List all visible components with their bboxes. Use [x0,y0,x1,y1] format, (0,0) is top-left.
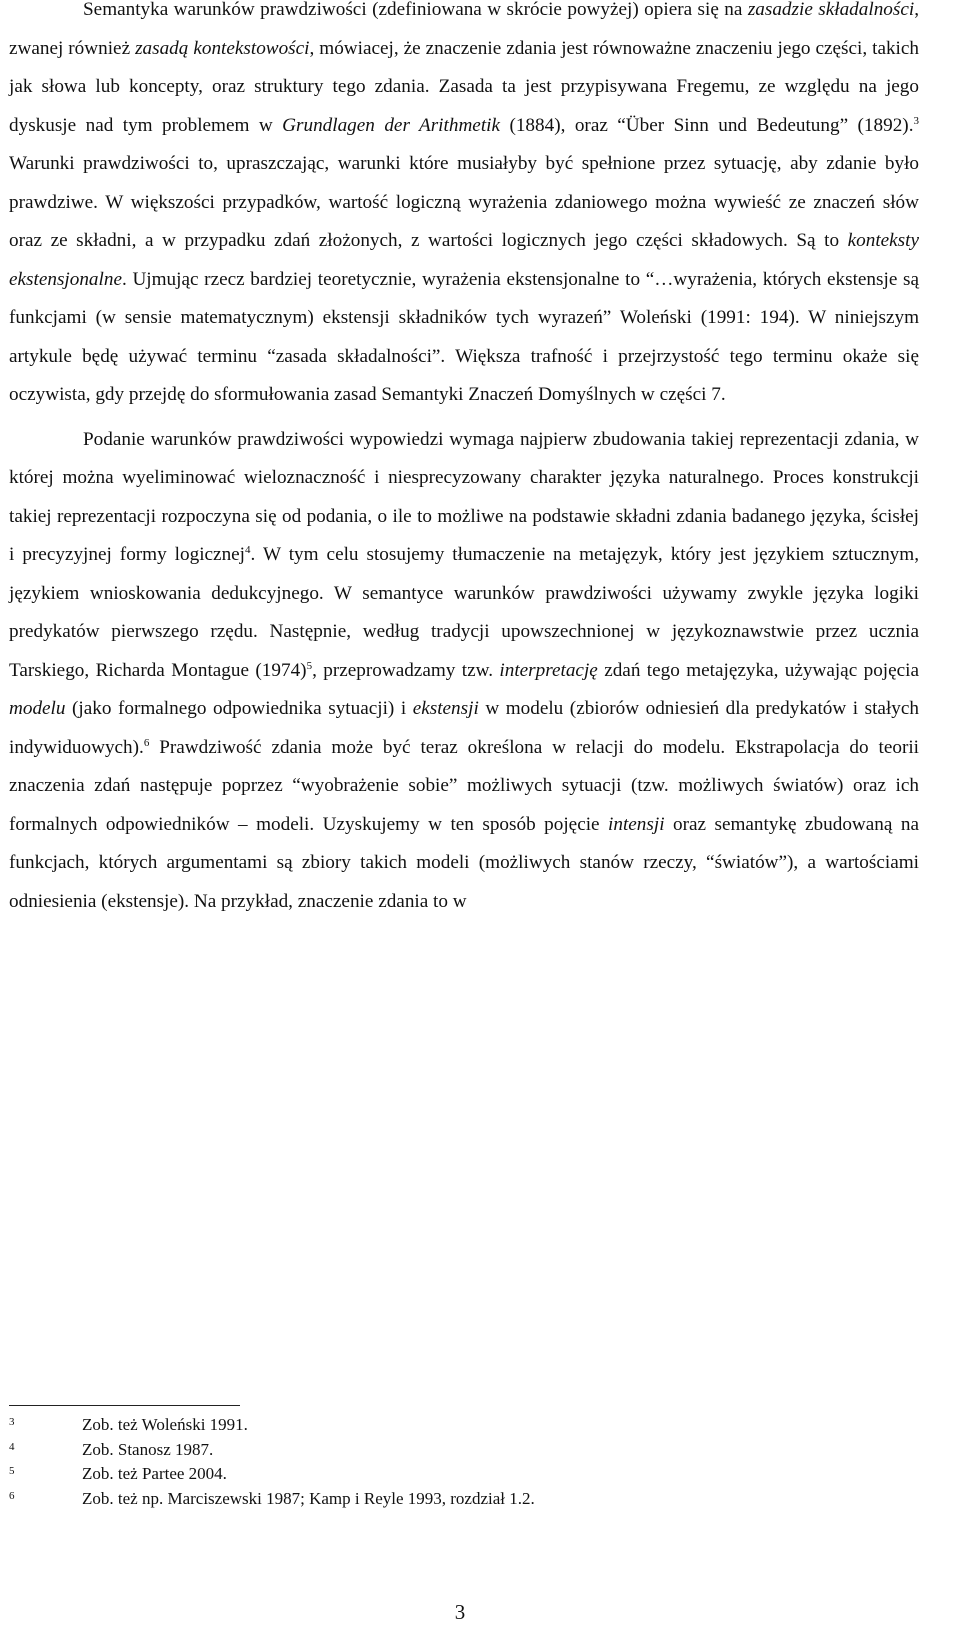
text-segment: , przeprowadzamy tzw. [312,659,500,681]
footnotes [9,1413,909,1511]
italic-title: Grundlagen der Arithmetik [282,114,500,136]
text-segment: (1884), oraz “Über Sinn und Bedeutung” (1892). [500,114,914,136]
footnote-separator [9,1405,240,1406]
italic-term: konteksty ekstensjonalne [9,230,919,290]
footnote-number: 3 [9,1416,15,1428]
page-number: 3 [454,1600,466,1624]
text-segment: oraz semantykę zbudowaną na funkcjach, których argumentami są zbiory takich modeli (możliwych stanów rzeczy, “światów”), a wartościami odniesienia (ekstensje). Na przykład, znaczenie zdania to w [9,813,919,912]
footnote-number: 4 [9,1440,15,1453]
italic-term: interpretację [499,659,598,681]
footnote [9,1413,909,1438]
italic-term: ekstensji [412,698,479,719]
footnote-text: Zob. Stanosz 1987. [82,1439,214,1459]
italic-term: zasadzie składalności [747,0,915,20]
text-segment: , mówiacej, że znaczenie zdania jest równoważne znaczeniu jego części, takich jak słowa lub koncepty, oraz struktury tego zdania. Zasada ta jest przypisywana Fregemu, ze względu na jego dyskusje nad tym problemem w [9,37,919,136]
italic-term: modelu [9,698,66,719]
footnote-number: 5 [9,1465,15,1477]
text-segment: Warunki prawdziwości to, upraszczając, warunki które musiałyby być spełnione przez sytuację, aby zdanie było prawdziwe. W większości przypadków, wartość logiczną wyrażenia zdaniowego można wywieść ze znaczeń słów oraz ze składni, a w przypadku zdań złożonych, z wartości logicznych jego części składowych. Są to [9,153,919,251]
text-segment: Podanie warunków prawdziwości wypowiedzi wymaga najpierw zbudowania takiej reprezentacji zdania, w której można wyeliminować wieloznaczność i niesprecyzowany charakter języka naturalnego. Proces konstrukcji takiej reprezentacji rozpoczyna się od podania, o ile to możliwe na podstawie składni zdania badanego języka, ścisłej i precyzyjnej formy logicznej [9,428,919,565]
text-segment: , zwanej również [9,0,919,59]
footnote-ref-4: 4 [245,544,251,556]
footnote-number: 6 [9,1489,15,1502]
paragraph-1 [9,0,919,415]
footnote-text: Zob. też Partee 2004. [82,1464,227,1483]
text-segment: Semantyka warunków prawdziwości (zdefiniowana w skrócie powyżej) opiera się na [83,0,748,20]
italic-term: zasadą kontekstowości [135,37,310,59]
footnote-ref-6: 6 [143,736,150,749]
footnote [9,1462,909,1487]
text-segment: zdań tego metajęzyka, używając pojęcia [597,659,920,681]
footnote-ref-5: 5 [306,659,313,672]
paragraph-2 [9,421,919,922]
footnote-text: Zob. też Woleński 1991. [82,1415,248,1434]
text-segment: Prawdziwość zdania może być teraz określona w relacji do modelu. Ekstrapolacja do teorii znaczenia zdań następuje poprzez “wyobrażenie sobie” możliwych sytuacji (tzw. możliwych światów) oraz ich formalnych odpowiedników – modeli. Uzyskujemy w ten sposób pojęcie [9,736,919,835]
footnote [9,1438,909,1463]
text-segment: w modelu (zbiorów odniesień dla predykatów i stałych indywiduowych). [9,698,919,758]
text-segment: . Ujmując rzecz bardziej teoretycznie, wyrażenia ekstensjonalne to “…wyrażenia, których ekstensje są funkcjami (w sensie matematycznym) ekstensji składników tych wyrazeń” Woleński (1991: 194). W niniejszym artykule będę używać terminu “zasada składalności”. Większa trafność i przejrzystość tego terminu okaże się oczywista, gdy przejdę do sformułowania zasad Semantyki Znaczeń Domyślnych w części 7. [9,268,919,405]
footnote-text: Zob. też np. Marciszewski 1987; Kamp i Reyle 1993, rozdział 1.2. [82,1488,535,1508]
text-segment: . W tym celu stosujemy tłumaczenie na metajęzyk, który jest językiem sztucznym, językiem wnioskowania dedukcyjnego. W semantyce warunków prawdziwości używamy zwykle języka logiki predykatów pierwszego rzędu. Następnie, według tradycji upowszechnionej w językoznawstwie przez ucznia Tarskiego, Richarda Montague (1974) [9,544,919,681]
footnote [9,1487,909,1512]
text-segment: (jako formalnego odpowiednika sytuacji) i [65,698,413,719]
page-body [9,0,919,921]
footnote-ref-3: 3 [913,114,919,127]
italic-term: intensji [608,813,665,835]
